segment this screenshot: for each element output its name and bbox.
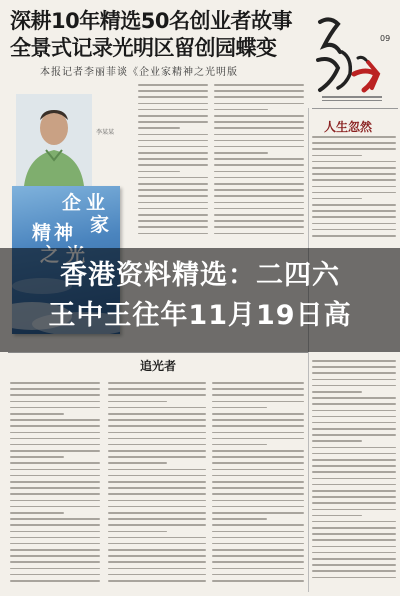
section-rule <box>312 108 398 109</box>
body-text-column <box>312 360 396 590</box>
book-title-char: 神 <box>54 222 74 244</box>
calligraphy-logo-icon <box>312 12 392 100</box>
book-title-char: 业 <box>86 192 106 214</box>
section-title: 人生忽然 <box>324 120 373 134</box>
author-byline <box>96 128 136 137</box>
body-text-column <box>10 382 100 590</box>
byline-name: 李某某 <box>96 129 115 136</box>
overlay-title-line-1: 香港资料精选：二四六 <box>60 260 340 291</box>
person-photo-icon <box>16 94 92 186</box>
body-text-column <box>312 136 396 246</box>
body-text-column <box>138 84 208 244</box>
body-text-column <box>212 382 304 590</box>
issue-number: 09 <box>380 34 391 43</box>
headline-line-1: 深耕10年精选50名创业者故事 <box>10 9 292 33</box>
overlay-title <box>0 256 400 336</box>
headline-line-2: 全景式记录光明区留创园蝶变 <box>10 36 277 60</box>
body-text-column <box>214 84 304 244</box>
book-title-char: 企 <box>62 192 82 214</box>
article-headline <box>10 8 310 62</box>
editor-credits <box>322 94 400 103</box>
book-title-char: 精 <box>32 222 52 244</box>
body-text-column <box>108 382 206 590</box>
masthead <box>308 4 398 106</box>
article2-title: 追光者 <box>140 359 177 373</box>
author-portrait <box>16 94 92 186</box>
article-subhead: 本报记者李丽菲谈《企业家精神之光明版 <box>40 67 238 78</box>
book-title-char: 家 <box>90 214 110 236</box>
overlay-title-line-2: 王中王往年11月19日高 <box>48 300 352 331</box>
section-separator <box>8 352 308 353</box>
